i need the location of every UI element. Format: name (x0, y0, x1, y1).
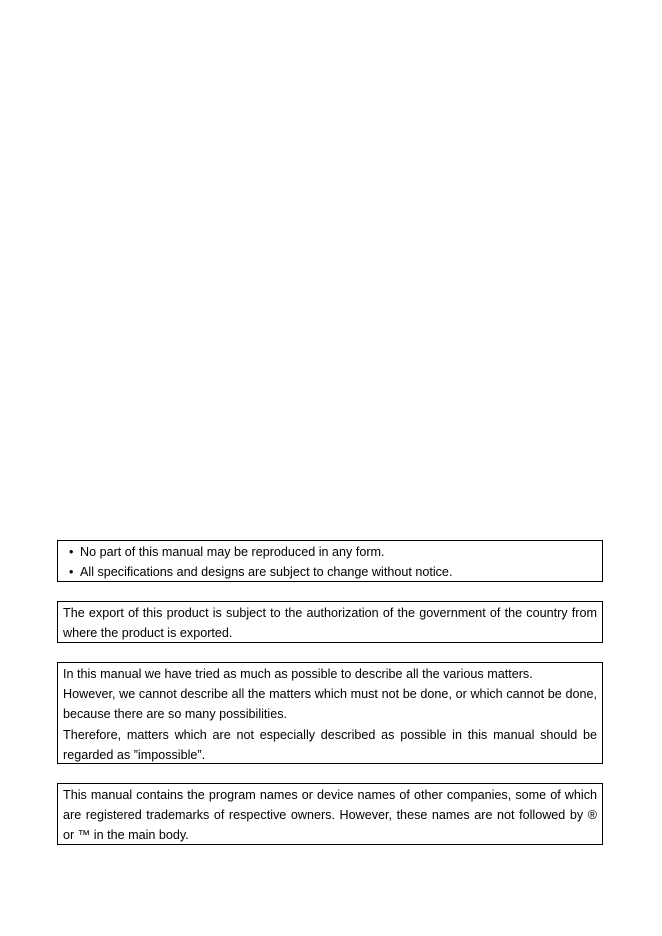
notice-bullet-text: All specifications and designs are subject to change without notice. (80, 565, 453, 580)
notice-bullet-item (69, 542, 597, 562)
export-notice-box (57, 601, 603, 643)
matters-notice-limitation: However, we cannot describe all the matters which must not be done, or which cannot be done, because there are so many possibilities. (63, 687, 597, 722)
export-notice-text: The export of this product is subject to the authorization of the government of the country from where the product is exported. (63, 606, 597, 641)
matters-notice-conclusion: Therefore, matters which are not especially described as possible in this manual should be regarded as ”impossible”. (63, 727, 597, 762)
bullet-icon: • (69, 565, 74, 580)
bullet-icon: • (69, 545, 74, 559)
copyright-notice-box (57, 540, 603, 582)
matters-notice-intro: In this manual we have tried as much as possible to describe all the various matters. (63, 667, 533, 681)
trademark-notice-text: This manual contains the program names or device names of other companies, some of which are registered trademarks of respective owners. However, these names are not followed by ® or ™ in the main body. (63, 788, 597, 843)
trademark-notice-box (57, 783, 603, 845)
notice-bullet-text: No part of this manual may be reproduced in any form. (80, 545, 385, 559)
notice-bullet-item (69, 562, 597, 582)
matters-notice-box (57, 662, 603, 764)
